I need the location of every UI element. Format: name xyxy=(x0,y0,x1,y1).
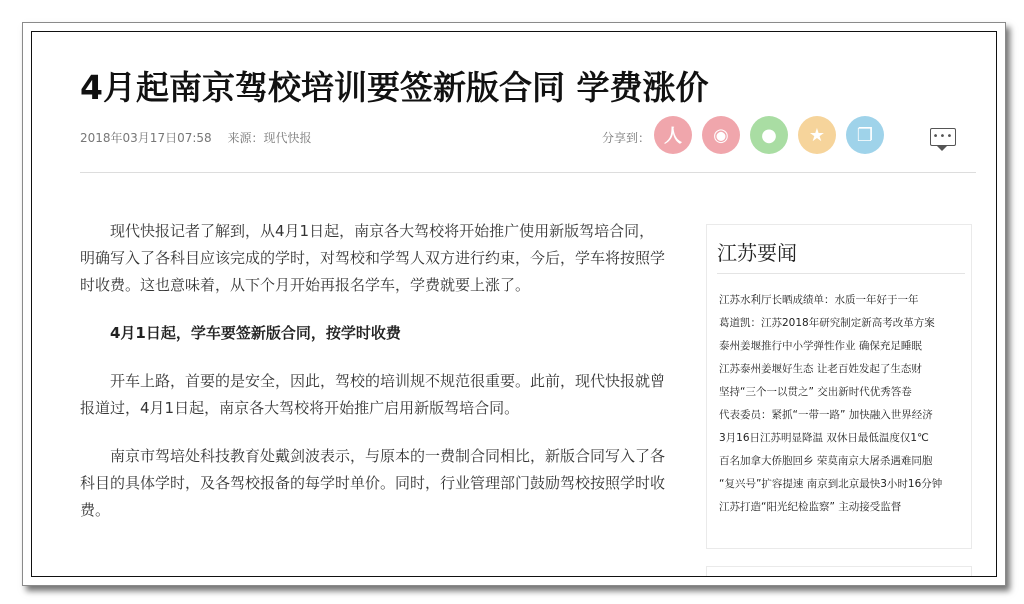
news-link[interactable]: 江苏水利厅长晒成绩单：水质一年好于一年 xyxy=(719,294,919,306)
news-link[interactable]: 泰州姜堰推行中小学弹性作业 确保充足睡眠 xyxy=(719,340,922,352)
screenshot-frame xyxy=(22,22,1006,586)
news-list xyxy=(719,289,969,519)
article-source: 来源：现代快报 xyxy=(227,131,312,145)
secondary-sidebar-box xyxy=(706,566,972,577)
share-wechat-icon[interactable]: ● xyxy=(750,116,788,154)
news-link[interactable]: 百名加拿大侨胞回乡 荣莫南京大屠杀遇难同胞 xyxy=(719,455,933,467)
article-body xyxy=(80,218,665,545)
article-paragraph: 开车上路，首要的是安全，因此，驾校的培训规不规范很重要。此前，现代快报就曾报道过，4月1日起，南京各大驾校将开始推广启用新版驾培合同。 xyxy=(80,372,666,417)
news-link[interactable]: 坚持“三个一以贯之” 交出新时代优秀答卷 xyxy=(719,386,912,398)
header-divider xyxy=(80,172,976,173)
news-link[interactable]: 3月16日江苏明显降温 双休日最低温度仅1℃ xyxy=(719,432,929,444)
news-link[interactable]: 江苏打造“阳光纪检监察” 主动接受监督 xyxy=(719,501,902,513)
share-qzone-icon[interactable]: ★ xyxy=(798,116,836,154)
comment-icon[interactable]: ••• xyxy=(930,128,956,146)
share-renmin-icon[interactable]: 人 xyxy=(654,116,692,154)
news-link[interactable]: 葛道凯：江苏2018年研究制定新高考改革方案 xyxy=(719,317,935,329)
article-subheading: 4月1日起，学车要签新版合同，按学时收费 xyxy=(110,324,401,342)
article-paragraph: 现代快报记者了解到，从4月1日起，南京各大驾校将开始推广使用新版驾培合同，明确写入了各科目应该完成的学时，对驾校和学驾人双方进行约束，今后，学车将按照学时收费。这也意味着，从下个月开始再报名学车，学费就要上涨了。 xyxy=(80,222,666,294)
news-link[interactable]: 代表委员：紧抓“一带一路” 加快融入世界经济 xyxy=(719,409,933,421)
share-label: 分享到： xyxy=(602,131,651,145)
copy-link-icon[interactable]: ❐ xyxy=(846,116,884,154)
news-page xyxy=(31,31,997,577)
news-link[interactable]: “复兴号”扩容提速 南京到北京最快3小时16分钟 xyxy=(719,478,943,490)
news-link[interactable]: 江苏泰州姜堰好生态 让老百姓发起了生态财 xyxy=(719,363,922,375)
article-meta xyxy=(80,129,312,146)
article-paragraph: 南京市驾培处科技教育处戴剑波表示，与原本的一费制合同相比，新版合同写入了各科目的具体学时，及各驾校报备的每学时单价。同时，行业管理部门鼓励驾校按照学时收费。 xyxy=(80,447,666,519)
sidebar-divider xyxy=(717,273,965,274)
page-title: 4月起南京驾校培训要签新版合同 学费涨价 xyxy=(80,68,709,107)
sidebar-title: 江苏要闻 xyxy=(717,241,797,265)
publish-date: 2018年03月17日07:58 xyxy=(80,131,212,145)
share-weibo-icon[interactable]: ◉ xyxy=(702,116,740,154)
jiangsu-news-sidebar xyxy=(706,224,972,549)
